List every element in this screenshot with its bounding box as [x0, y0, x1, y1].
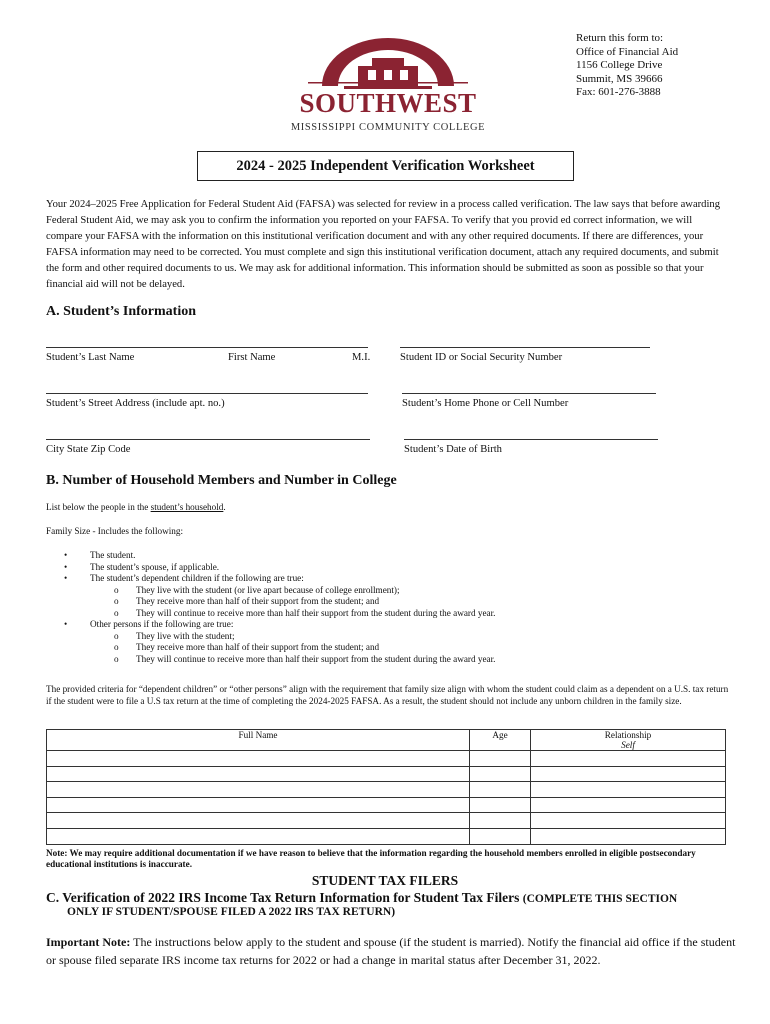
return-address: [576, 32, 678, 100]
name-cell[interactable]: [47, 797, 470, 813]
city-label: City State Zip Code: [46, 444, 131, 455]
return-line: Summit, MS 39666: [576, 72, 663, 85]
circle-bullet-icon: o: [114, 630, 119, 641]
return-line: Fax: 601-276-3888: [576, 86, 661, 99]
last-name-line[interactable]: [46, 347, 368, 348]
age-cell[interactable]: [470, 766, 531, 782]
column-full-name: Full Name: [47, 730, 470, 751]
logo-subtext: MISSISSIPPI COMMUNITY COLLEGE: [290, 122, 486, 133]
household-instruction: [46, 502, 226, 512]
circle-bullet-icon: o: [114, 642, 119, 652]
household-instruction-suffix: .: [223, 502, 226, 512]
section-c-condition-continued: ONLY IF STUDENT/SPOUSE FILED A 2022 IRS TAX RETURN): [67, 906, 396, 918]
criteria-paragraph: The provided criteria for “dependent children” or “other persons” align with the requirement that family size align with whom the student could claim as a dependent on a U.S. tax return if the student were to file a U.S tax return at the time of completing the 2024-2025 FAFSA. As a result, the student should not include any unborn children in the family size.: [46, 684, 729, 706]
table-row: [47, 751, 726, 767]
phone-label: Student’s Home Phone or Cell Number: [402, 398, 569, 409]
important-note-label: Important Note:: [46, 935, 131, 949]
circle-bullet-icon: o: [114, 596, 119, 606]
return-line: Return this form to:: [576, 32, 664, 44]
name-cell[interactable]: [47, 766, 470, 782]
college-logo-emblem: [288, 36, 488, 140]
age-cell[interactable]: [470, 751, 531, 767]
household-note: Note: We may require additional documentation if we have reason to believe that the information regarding the household members enrolled in eligible postsecondary educational institutions is inaccurate.: [46, 848, 696, 870]
household-link: student’s household: [150, 502, 224, 512]
important-note: [46, 933, 736, 969]
table-row: [47, 813, 726, 829]
circle-bullet-icon: o: [114, 584, 119, 595]
relationship-cell[interactable]: [531, 813, 726, 829]
logo-wordmark: SOUTHWEST: [299, 88, 477, 118]
section-a-heading: A. Student’s Information: [46, 304, 196, 319]
column-relationship: [531, 730, 726, 751]
mi-label: M.I.: [352, 352, 371, 363]
circle-bullet-icon: o: [114, 607, 119, 618]
relationship-cell[interactable]: [531, 797, 726, 813]
age-cell[interactable]: [470, 828, 531, 844]
section-c-title: C. Verification of 2022 IRS Income Tax Return Information for Student Tax Filers: [46, 890, 520, 905]
table-row: [47, 828, 726, 844]
bullet-icon: •: [64, 550, 68, 560]
name-cell[interactable]: [47, 782, 470, 798]
student-id-line[interactable]: [400, 347, 650, 348]
name-cell[interactable]: [47, 828, 470, 844]
return-line: Office of Financial Aid: [576, 45, 679, 58]
column-relationship-label: Relationship: [604, 730, 652, 740]
section-b-heading: B. Number of Household Members and Number in College: [46, 473, 397, 488]
intro-paragraph: Your 2024–2025 Free Application for Federal Student Aid (FAFSA) was selected for review in a process called verification. The law says that before awarding Federal Student Aid, we may ask you to confirm the information you reported on your FAFSA. To verify that you provid ed correct information, we will compare your FAFSA with the information on this institutional verification document and with any other required documents. If there are differences, your FAFSA information may need to be corrected. You must complete and sign this institutional verification document, attach any required documents, and submit the form and other required documents to us. We may ask for additional information. This information should be submitted as soon as possible so that your financial aid will not be delayed.: [46, 199, 721, 290]
table-header-row: [47, 730, 726, 751]
form-title: 2024 - 2025 Independent Verification Worksheet: [197, 151, 574, 181]
name-cell[interactable]: [47, 751, 470, 767]
relationship-cell[interactable]: [531, 828, 726, 844]
bullet-icon: •: [64, 561, 68, 572]
student-tax-filers-banner: STUDENT TAX FILERS: [311, 873, 459, 888]
household-table: [46, 729, 726, 845]
relationship-cell[interactable]: [531, 782, 726, 798]
section-c-condition: (COMPLETE THIS SECTION: [522, 893, 678, 905]
college-logo: [288, 36, 488, 140]
last-name-label: Student’s Last Name: [46, 352, 135, 363]
bullet-icon: •: [64, 619, 68, 629]
age-cell[interactable]: [470, 813, 531, 829]
phone-line[interactable]: [402, 393, 656, 394]
student-id-label: Student ID or Social Security Number: [400, 352, 563, 363]
table-row: [47, 797, 726, 813]
household-instruction-prefix: List below the people in the: [46, 502, 151, 512]
return-line: 1156 College Drive: [576, 59, 663, 72]
address-line[interactable]: [46, 393, 368, 394]
bullet-icon: •: [64, 573, 68, 583]
self-relationship-value: Self: [621, 740, 635, 750]
city-line[interactable]: [46, 439, 370, 440]
circle-bullet-icon: o: [114, 653, 119, 664]
family-size-label: Family Size - Includes the following:: [46, 526, 184, 536]
name-cell[interactable]: [47, 813, 470, 829]
age-cell[interactable]: [470, 782, 531, 798]
dob-label: Student’s Date of Birth: [404, 444, 502, 455]
table-row: [47, 782, 726, 798]
column-age: Age: [470, 730, 531, 751]
relationship-cell[interactable]: [531, 766, 726, 782]
first-name-label: First Name: [228, 352, 276, 363]
important-note-text: The instructions below apply to the student and spouse (if the student is married). Notify the financial aid office if the student or spouse filed separate IRS income tax returns for 2022 or had a change in marital status after December 31, 2022.: [46, 935, 736, 967]
relationship-cell[interactable]: [531, 751, 726, 767]
age-cell[interactable]: [470, 797, 531, 813]
table-row: [47, 766, 726, 782]
address-label: Student’s Street Address (include apt. no.): [46, 398, 225, 409]
dob-line[interactable]: [404, 439, 658, 440]
